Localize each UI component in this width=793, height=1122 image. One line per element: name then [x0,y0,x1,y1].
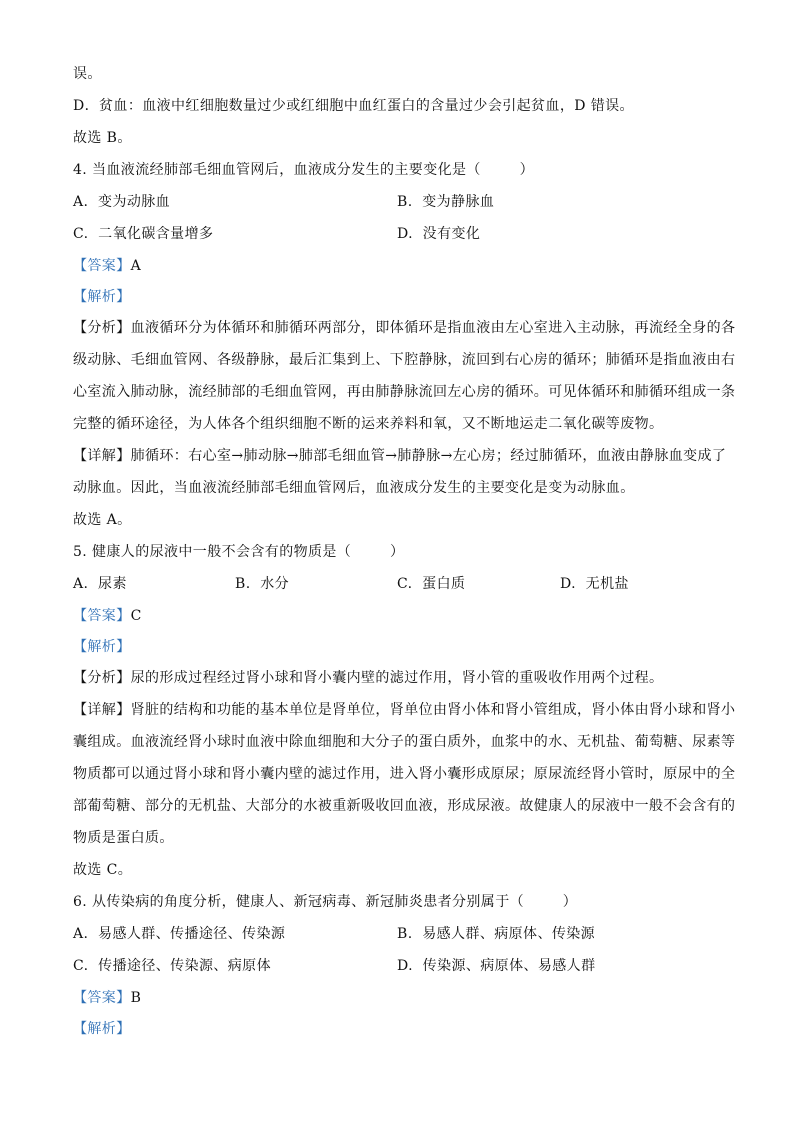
q6-answer [73,988,723,1008]
q6-option-a: A. 易感人群、传播途径、传染源 [73,926,286,942]
answer-label: 【答案】 [73,258,131,274]
xiangjie-label: 【详解】 [73,702,131,718]
q5-xiangjie-line: 囊组成。血液流经肾小球时血液中除血细胞和大分子的蛋白质外，血浆中的水、无机盐、葡萄糖、尿素等 [73,734,736,750]
q4-fenxi-line: 级动脉、毛细血管网、各级静脉，最后汇集到上、下腔静脉，流回到右心房的循环；肺循环是指血液由右 [73,352,736,368]
q4-answer [73,256,723,276]
q4-stem: 4. 当血液流经肺部毛细血管网后，血液成分发生的主要变化是（ ） [73,162,535,178]
q5-xiangjie-line [73,700,736,720]
q5-xiangjie-text: 肾脏的结构和功能的基本单位是肾单位，肾单位由肾小体和肾小管组成，肾小体由肾小球和肾小 [130,702,736,718]
q6-option-c: C. 传播途径、传染源、病原体 [73,958,271,974]
q4-option-a: A. 变为动脉血 [73,194,171,210]
q5-stem: 5. 健康人的尿液中一般不会含有的物质是（ ） [73,544,405,560]
prev-conclusion: 故选 B。 [73,130,132,146]
fenxi-label: 【分析】 [73,670,131,686]
q5-option-a: A. 尿素 [73,576,127,592]
q4-fenxi-text: 血液循环分为体循环和肺循环两部分，即体循环是指血液由左心室进入主动脉，再流经全身的各 [130,320,736,336]
q5-answer-value: C [130,608,142,624]
q4-analysis-heading [73,287,723,307]
q5-conclusion: 故选 C。 [73,862,133,878]
fenxi-label: 【分析】 [73,320,131,336]
q4-xiangjie-line: 动脉血。因此，当血液流经肺部毛细血管网后，血液成分发生的主要变化是变为动脉血。 [73,480,635,496]
prev-option-d-explanation: D．贫血：血液中红细胞数量过少或红细胞中血红蛋白的含量过少会引起贫血，D 错误。 [73,98,634,114]
q5-answer [73,606,723,626]
q6-option-d: D. 传染源、病原体、易感人群 [397,958,596,974]
q4-option-b: B. 变为静脉血 [397,194,495,210]
analysis-label: 【解析】 [73,1021,131,1037]
q6-stem: 6. 从传染病的角度分析，健康人、新冠病毒、新冠肺炎患者分别属于（ ） [73,894,578,910]
q4-option-c: C. 二氧化碳含量增多 [73,226,214,242]
answer-label: 【答案】 [73,990,131,1006]
q4-answer-value: A [130,258,142,274]
prev-text-line: 误。 [73,66,102,82]
q4-xiangjie-line [73,446,727,466]
q6-answer-value: B [130,990,142,1006]
q5-option-c: C. 蛋白质 [397,576,466,592]
xiangjie-label: 【详解】 [73,448,131,464]
analysis-label: 【解析】 [73,289,131,305]
q5-xiangjie-line: 物质是蛋白质。 [73,830,174,846]
q5-option-b: B. 水分 [235,576,290,592]
q4-fenxi-line: 完整的循环途径，为人体各个组织细胞不断的运来养料和氧，又不断地运走二氧化碳等废物。 [73,416,664,432]
q5-fenxi-line [73,668,723,688]
q4-conclusion: 故选 A。 [73,512,132,528]
q5-option-d: D. 无机盐 [560,576,629,592]
analysis-label: 【解析】 [73,639,131,655]
answer-label: 【答案】 [73,608,131,624]
q4-option-d: D. 没有变化 [397,226,481,242]
q5-xiangjie-line: 物质都可以通过肾小球和肾小囊内壁的滤过作用，进入肾小囊形成原尿；原尿流经肾小管时，原尿中的全 [73,766,736,782]
q5-analysis-heading [73,637,723,657]
q4-fenxi-line [73,318,736,338]
q4-xiangjie-text: 肺循环：右心室→肺动脉→肺部毛细血管→肺静脉→左心房；经过肺循环，血液由静脉血变成了 [130,448,727,464]
q4-fenxi-line: 心室流入肺动脉，流经肺部的毛细血管网，再由肺静脉流回左心房的循环。可见体循环和肺循环组成一条 [73,384,736,400]
q5-xiangjie-line: 部葡萄糖、部分的无机盐、大部分的水被重新吸收回血液，形成尿液。故健康人的尿液中一般不会含有的 [73,798,736,814]
q5-fenxi-text: 尿的形成过程经过肾小球和肾小囊内壁的滤过作用，肾小管的重吸收作用两个过程。 [130,670,664,686]
q6-analysis-heading [73,1019,723,1039]
q6-option-b: B. 易感人群、病原体、传染源 [397,926,596,942]
